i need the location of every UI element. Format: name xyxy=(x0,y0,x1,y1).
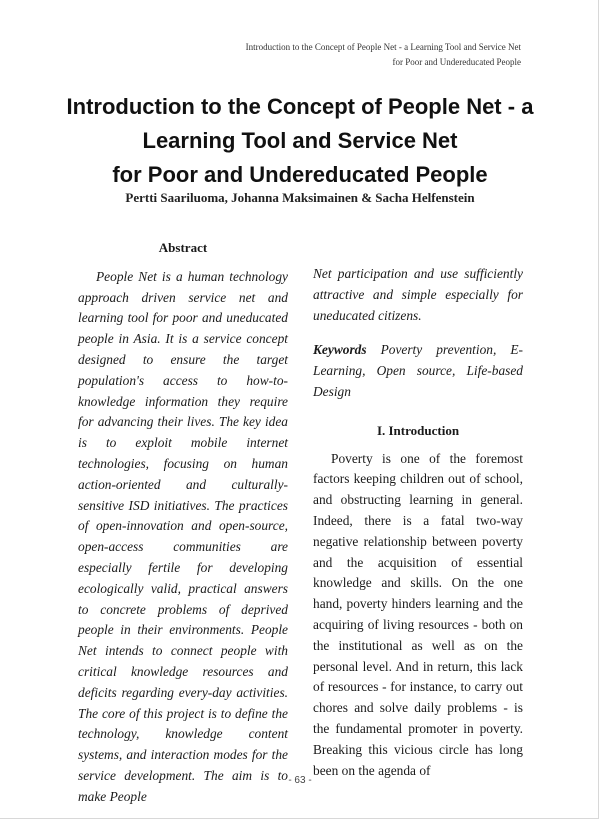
page-number: - 63 - xyxy=(288,775,312,786)
right-column xyxy=(313,264,523,781)
author-list: Pertti Saariluoma, Johanna Maksimainen & Sacha Helfenstein xyxy=(125,190,475,205)
title-line-1: Introduction to the Concept of People Net - a xyxy=(66,94,534,119)
abstract-text-continued: Net participation and use sufficiently attractive and simple especially for uneducated citizens. xyxy=(313,266,523,323)
running-head-line-1: Introduction to the Concept of People Net - a Learning Tool and Service Net xyxy=(245,42,521,52)
running-head xyxy=(246,40,521,70)
abstract-text: People Net is a human technology approach driven service net and learning tool for poor and uneducated people in Asia. It is a service concept designed to ensure the target population's access to how-to-knowledge information they require for advancing their lives. The key idea is to exploit mobile internet technologies, focusing on human action-oriented and culturally-sensitive ISD initiatives. The practices of open-innovation and open-source, open-access communities are especially fertile for developing ecologically valid, practical answers to concrete problems of deprived people in their environments. People Net intends to connect people with critical knowledge resources and deficits regarding every-day activities. The core of this project is to define the technology, knowledge content systems, and interaction modes for the service development. The aim is to make People xyxy=(78,268,288,804)
keywords xyxy=(313,340,523,402)
introduction-heading: I. Introduction xyxy=(376,422,460,438)
title-line-2: Learning Tool and Service Net xyxy=(142,128,458,153)
introduction-text: Poverty is one of the foremost factors keeping children out of school, and obstructing learning in general. Indeed, there is a fatal two-way negative relationship between poverty and the acquisition of essential knowledge and skills. On the one hand, poverty hinders learning and the acquiring of living resources - both on the institutional as well as on the personal level. And in return, this lack of resources - for instance, to carry out chores and solve daily problems - is the fundamental promoter in poverty. Breaking this vicious circle has long been on the agenda of xyxy=(313,450,523,778)
left-column xyxy=(78,238,288,808)
keywords-label: Keywords xyxy=(313,342,367,358)
running-head-line-2: for Poor and Undereducated People xyxy=(392,57,521,67)
keywords-text: Poverty prevention, E-Learning, Open source, Life-based Design xyxy=(313,342,523,399)
paper-title xyxy=(40,90,560,192)
title-line-3: for Poor and Undereducated People xyxy=(112,162,488,187)
abstract-heading: Abstract xyxy=(158,240,208,255)
